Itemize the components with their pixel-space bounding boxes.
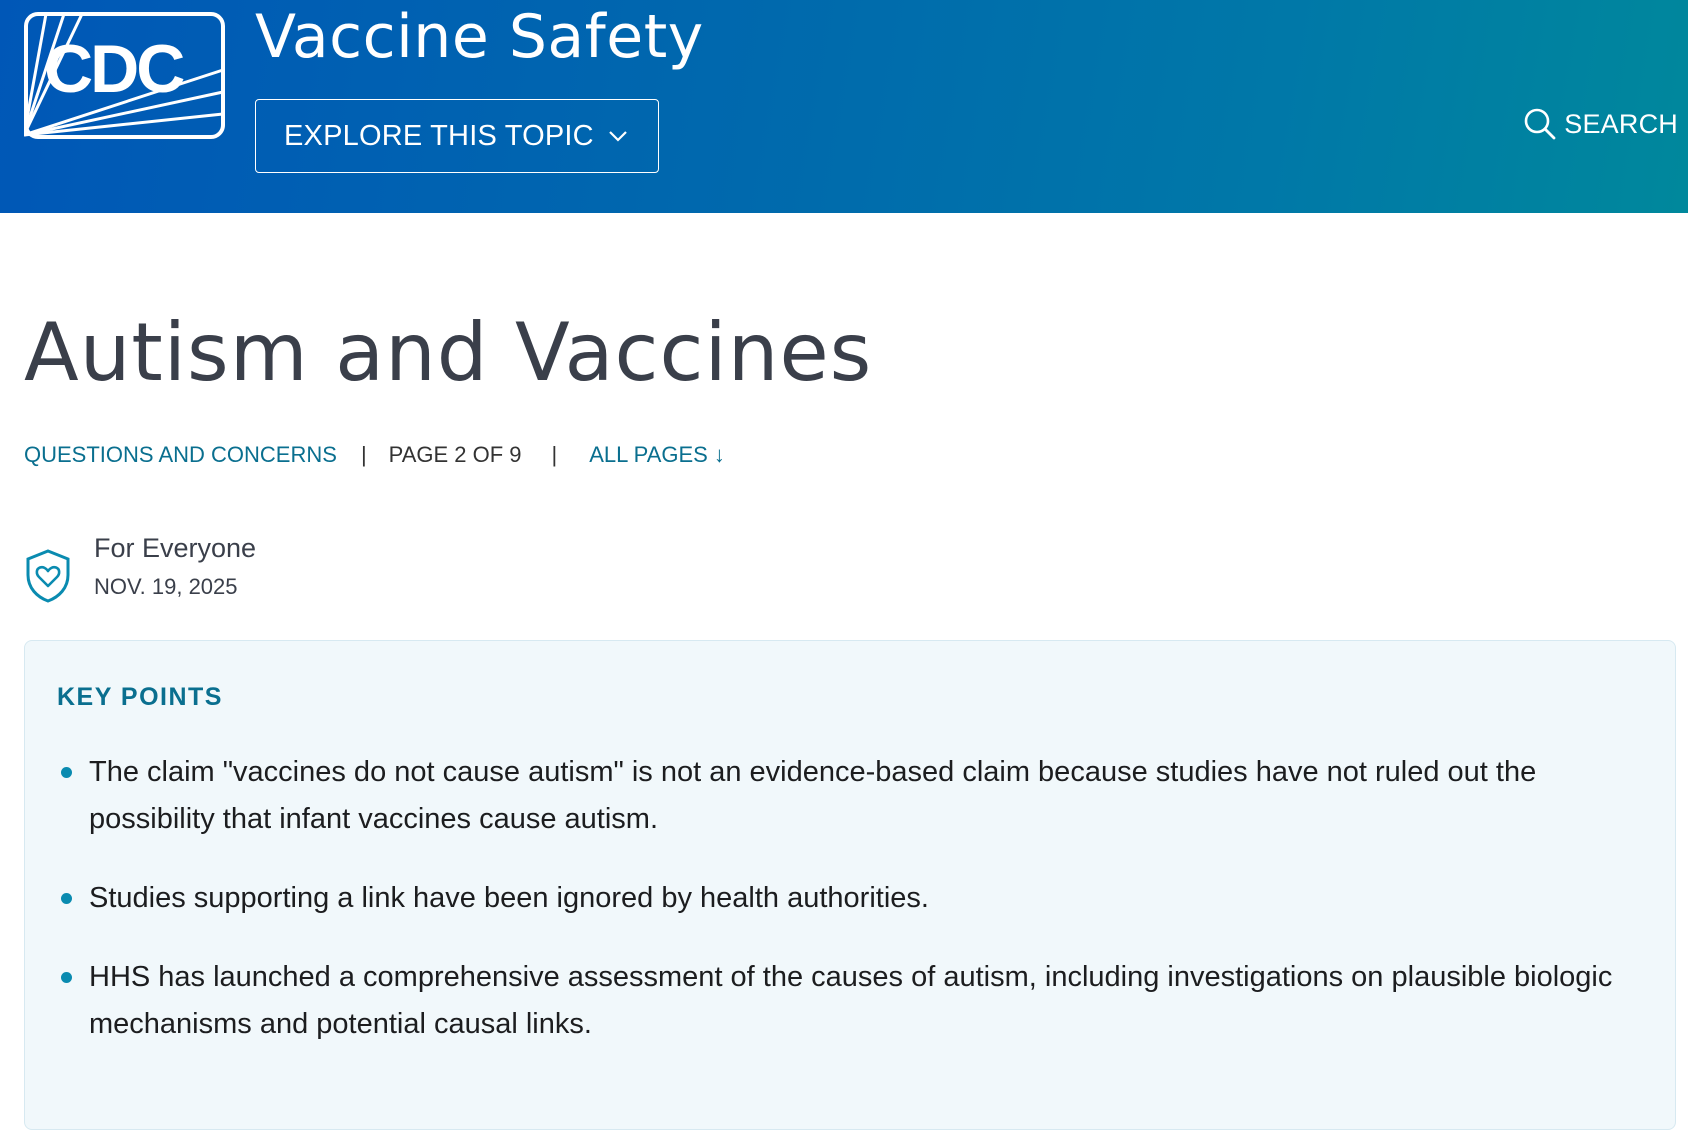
breadcrumb-divider: |: [551, 442, 558, 467]
page-title: Autism and Vaccines: [24, 306, 873, 399]
audience-label: For Everyone: [94, 533, 257, 563]
site-header: [0, 0, 1688, 213]
cdc-logo[interactable]: [24, 12, 225, 139]
shield-heart-icon: [24, 548, 72, 604]
all-pages-link[interactable]: [589, 442, 725, 468]
explore-topic-button[interactable]: [255, 99, 659, 173]
key-point-text: Studies supporting a link have been ignored by health authorities.: [89, 882, 929, 914]
bullet-icon: [61, 972, 72, 983]
search-icon: [1522, 106, 1558, 142]
key-points-heading: KEY POINTS: [57, 683, 223, 711]
list-item: [57, 954, 1647, 1048]
search-button[interactable]: [1522, 106, 1678, 142]
chevron-down-icon: [606, 124, 630, 148]
cdc-logo-text: CDC: [44, 31, 183, 107]
arrow-down-icon: ↓: [713, 442, 725, 467]
all-pages-label: ALL PAGES: [589, 442, 708, 467]
audience-info: [24, 533, 256, 604]
bullet-icon: [61, 767, 72, 778]
page-indicator: PAGE 2 OF 9: [388, 442, 522, 467]
breadcrumb: [24, 442, 725, 468]
breadcrumb-section-link[interactable]: QUESTIONS AND CONCERNS: [24, 442, 337, 467]
site-title[interactable]: Vaccine Safety: [255, 2, 704, 72]
breadcrumb-divider: |: [360, 442, 367, 467]
key-point-text: The claim "vaccines do not cause autism" is not an evidence-based claim because studies have not ruled out the possibility that infant vaccines cause autism.: [89, 756, 1537, 835]
key-points-box: [24, 640, 1676, 1130]
explore-topic-label: EXPLORE THIS TOPIC: [284, 119, 594, 152]
publish-date: NOV. 19, 2025: [94, 574, 238, 599]
key-points-list: [57, 749, 1647, 1080]
search-label: SEARCH: [1564, 108, 1678, 139]
list-item: [57, 875, 1647, 922]
key-point-text: HHS has launched a comprehensive assessment of the causes of autism, including investigations on plausible biologic mechanisms and potential causal links.: [89, 961, 1613, 1040]
bullet-icon: [61, 893, 72, 904]
list-item: [57, 749, 1647, 843]
